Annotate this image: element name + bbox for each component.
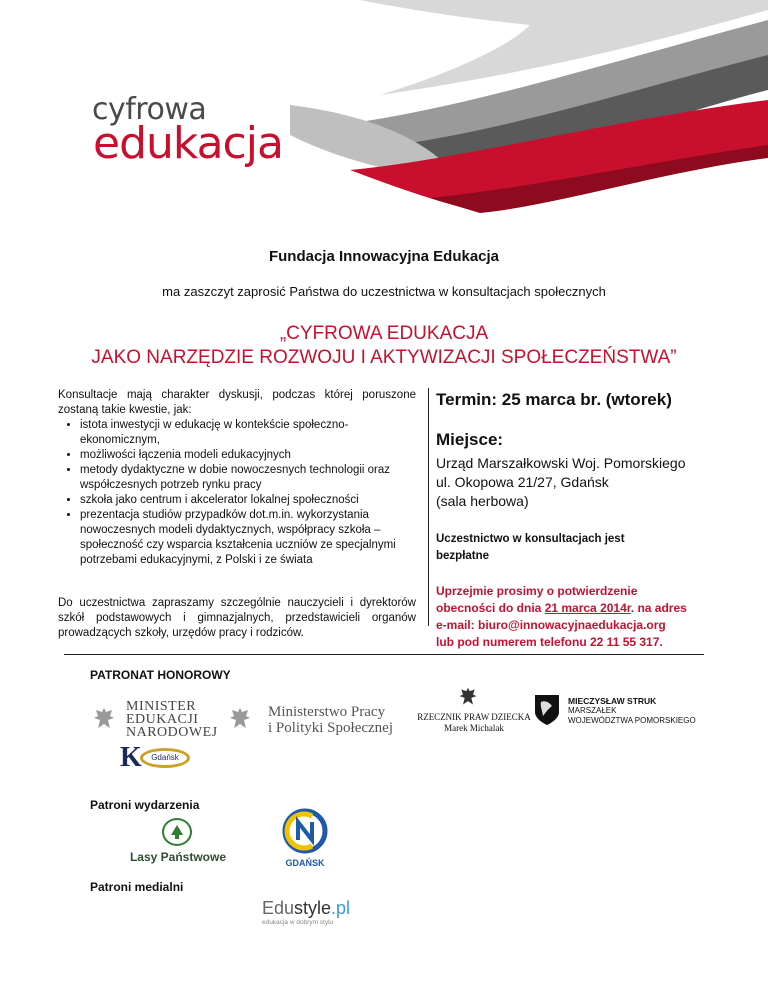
ko-gdansk-logo	[120, 742, 192, 773]
event-title-line2: JAKO NARZĘDZIE ROZWOJU I AKTYWIZACJI SPOŁECZEŃSTWA”	[91, 347, 677, 368]
eagle-icon	[92, 706, 116, 732]
rsvp-email[interactable]: e-mail: biuro@innowacyjnaedukacja.org	[436, 618, 666, 632]
list-item: • prezentacja studiów przypadków dot.m.in. wykorzystania nowoczesnych modeli dydaktycznych, współpracy szkoła – społeczność czy wsparcia kształcenia uczniów ze specjalnymi potrzebami edukacyjnymi, z Polski i ze świata	[80, 508, 416, 568]
edustyle-wordmark	[262, 898, 372, 919]
rsvp-line1: Uprzejmie prosimy o potwierdzenie	[436, 584, 638, 598]
men-logo	[92, 700, 222, 740]
struk-line3: WOJEWÓDZTWA POMORSKIEGO	[568, 716, 696, 725]
rsvp-phone: lub pod numerem telefonu 22 11 55 317.	[436, 635, 663, 649]
eagle-icon	[228, 706, 252, 732]
struk-line1: MIECZYSŁAW STRUK	[568, 696, 657, 706]
logo-cyfrowa: cyfrowa	[92, 92, 207, 127]
event-title-line1: „CYFROWA EDUKACJA	[279, 323, 489, 344]
men-line3: NARODOWEJ	[126, 725, 218, 740]
edustyle-style: style	[294, 898, 332, 918]
closing-text: Do uczestnictwa zapraszamy szczególnie nauczycieli i dyrektorów szkół podstawowych i gimnazjalnych, przedstawicieli organów prowadzących szkoły, urzędów pracy i rodziców.	[58, 597, 416, 639]
tree-icon	[170, 825, 184, 839]
lasy-panstwowe-logo	[128, 818, 228, 868]
invitation-text: ma zaszczyt zaprosić Państwa do uczestnictwa w konsultacjach społecznych	[162, 284, 606, 299]
logo-edukacja: edukacja	[93, 118, 283, 169]
rpd-line1: RZECZNIK PRAW DZIECKA	[417, 712, 531, 722]
venue-line1: Urząd Marszałkowski Woj. Pomorskiego	[436, 455, 686, 471]
rsvp-line2-end: . na adres	[630, 601, 687, 615]
eagle-icon	[458, 686, 478, 708]
list-item: • istota inwestycji w edukację w kontekście społeczno-ekonomicznym,	[80, 418, 416, 448]
list-item: • metody dydaktyczne w dobie nowoczesnych technologii oraz współczesnych potrzeb rynku pracy	[80, 463, 416, 493]
lasy-emblem	[162, 818, 192, 846]
men-line1: MINISTER	[126, 699, 197, 714]
mpips-logo	[228, 700, 408, 740]
edustyle-logo	[262, 898, 372, 932]
struk-line2: MARSZAŁEK	[568, 706, 617, 715]
rsvp-text	[436, 583, 726, 651]
list-item: • szkoła jako centrum i akcelerator lokalnej społeczności	[80, 493, 416, 508]
ko-oval: Gdańsk	[140, 748, 190, 768]
men-line2: EDUKACJI	[126, 712, 199, 727]
venue-line2: ul. Okopowa 21/27, Gdańsk	[436, 474, 609, 490]
section-divider	[64, 654, 704, 655]
details-column	[436, 390, 726, 651]
venue-label: Miejsce:	[436, 430, 504, 449]
event-date: Termin: 25 marca br. (wtorek)	[436, 390, 672, 409]
edustyle-edu: Edu	[262, 898, 295, 918]
pomorskie-crest-icon	[534, 694, 560, 726]
column-divider	[428, 388, 429, 626]
organization-name: Fundacja Innowacyjna Edukacja	[268, 248, 500, 265]
rsvp-deadline: 21 marca 2014r	[544, 601, 631, 615]
rsvp-line2-text: obecności do dnia	[436, 601, 545, 615]
header-swoosh-graphic	[230, 0, 768, 215]
cen-emblem-icon	[282, 808, 328, 854]
mpips-line1: Ministerstwo Pracy	[268, 704, 386, 720]
free-participation	[436, 531, 726, 565]
rsvp-line2	[436, 600, 726, 617]
venue-line3: (sala herbowa)	[436, 493, 529, 509]
struk-logo	[534, 694, 724, 734]
lasy-text: Lasy Państwowe	[129, 850, 227, 864]
free-line1: Uczestnictwo w konsultacjach jest	[436, 533, 625, 545]
intro-text: Konsultacje mają charakter dyskusji, podczas której poruszone zostaną takie kwestie, jak:	[58, 389, 416, 416]
list-item: • możliwości łączenia modeli edukacyjnych	[80, 448, 416, 463]
patronat-heading: PATRONAT HONOROWY	[90, 668, 231, 682]
topics-list	[58, 418, 416, 568]
mpips-line2: i Polityki Społecznej	[268, 720, 393, 736]
wydarzenia-heading: Patroni wydarzenia	[90, 798, 200, 812]
cen-gdansk-logo	[278, 808, 332, 872]
rpd-logo	[414, 686, 534, 736]
free-line2: bezpłatne	[436, 550, 490, 562]
medialni-heading: Patroni medialni	[90, 880, 184, 894]
rpd-line2: Marek Michalak	[444, 723, 504, 733]
ko-letter: K	[120, 742, 142, 773]
edustyle-tagline: edukacja w dobrym stylu	[262, 919, 334, 926]
event-title	[0, 322, 768, 370]
cen-text: GDAŃSK	[285, 858, 325, 868]
edustyle-pl: .pl	[331, 898, 351, 918]
topics-column	[58, 388, 416, 641]
